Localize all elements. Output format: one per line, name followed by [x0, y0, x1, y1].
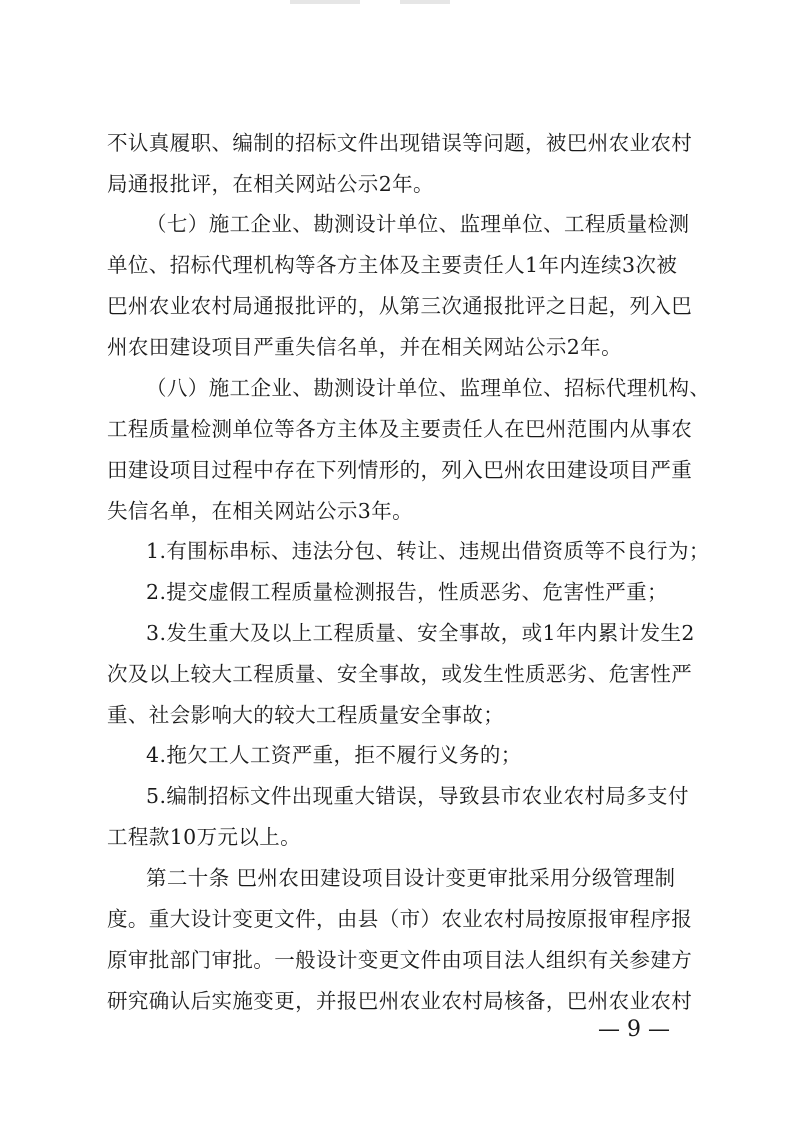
body-line: 度。重大设计变更文件，由县（市）农业农村局按原报审程序报	[107, 907, 693, 931]
body-line: （八）施工企业、勘测设计单位、监理单位、招标代理机构、	[146, 376, 711, 400]
body-line: （七）施工企业、勘测设计单位、监理单位、工程质量检测	[146, 212, 690, 236]
body-line: 第二十条 巴州农田建设项目设计变更审批采用分级管理制	[146, 866, 676, 890]
body-line: 3.发生重大及以上工程质量、安全事故，或1年内累计发生2	[146, 621, 695, 645]
body-line: 州农田建设项目严重失信名单，并在相关网站公示2年。	[107, 335, 623, 359]
body-line: 2.提交虚假工程质量检测报告，性质恶劣、危害性严重；	[146, 580, 668, 604]
body-line: 重、社会影响大的较大工程质量安全事故；	[107, 703, 505, 727]
body-line: 田建设项目过程中存在下列情形的，列入巴州农田建设项目严重	[107, 458, 693, 482]
body-line: 单位、招标代理机构等各方主体及主要责任人1年内连续3次被	[107, 253, 678, 277]
body-line: 5.编制招标文件出现重大错误，导致县市农业农村局多支付	[146, 784, 689, 808]
page-number: — 9 —	[598, 1017, 670, 1042]
body-line: 巴州农业农村局通报批评的，从第三次通报批评之日起，列入巴	[107, 294, 693, 318]
body-line: 不认真履职、编制的招标文件出现错误等问题，被巴州农业农村	[107, 131, 693, 155]
body-line: 原审批部门审批。一般设计变更文件由项目法人组织有关参建方	[107, 948, 693, 972]
scan-mark	[290, 0, 360, 4]
body-line: 工程款10万元以上。	[107, 825, 302, 849]
body-line: 次及以上较大工程质量、安全事故，或发生性质恶劣、危害性严	[107, 662, 693, 686]
body-line: 失信名单，在相关网站公示3年。	[107, 499, 414, 523]
body-line: 研究确认后实施变更，并报巴州农业农村局核备，巴州农业农村	[107, 989, 693, 1013]
body-line: 工程质量检测单位等各方主体及主要责任人在巴州范围内从事农	[107, 417, 693, 441]
body-line: 4.拖欠工人工资严重，拒不履行义务的；	[146, 743, 522, 767]
body-line: 1.有围标串标、违法分包、转让、违规出借资质等不良行为；	[146, 539, 710, 563]
body-line: 局通报批评，在相关网站公示2年。	[107, 172, 434, 196]
scan-mark	[400, 0, 450, 4]
